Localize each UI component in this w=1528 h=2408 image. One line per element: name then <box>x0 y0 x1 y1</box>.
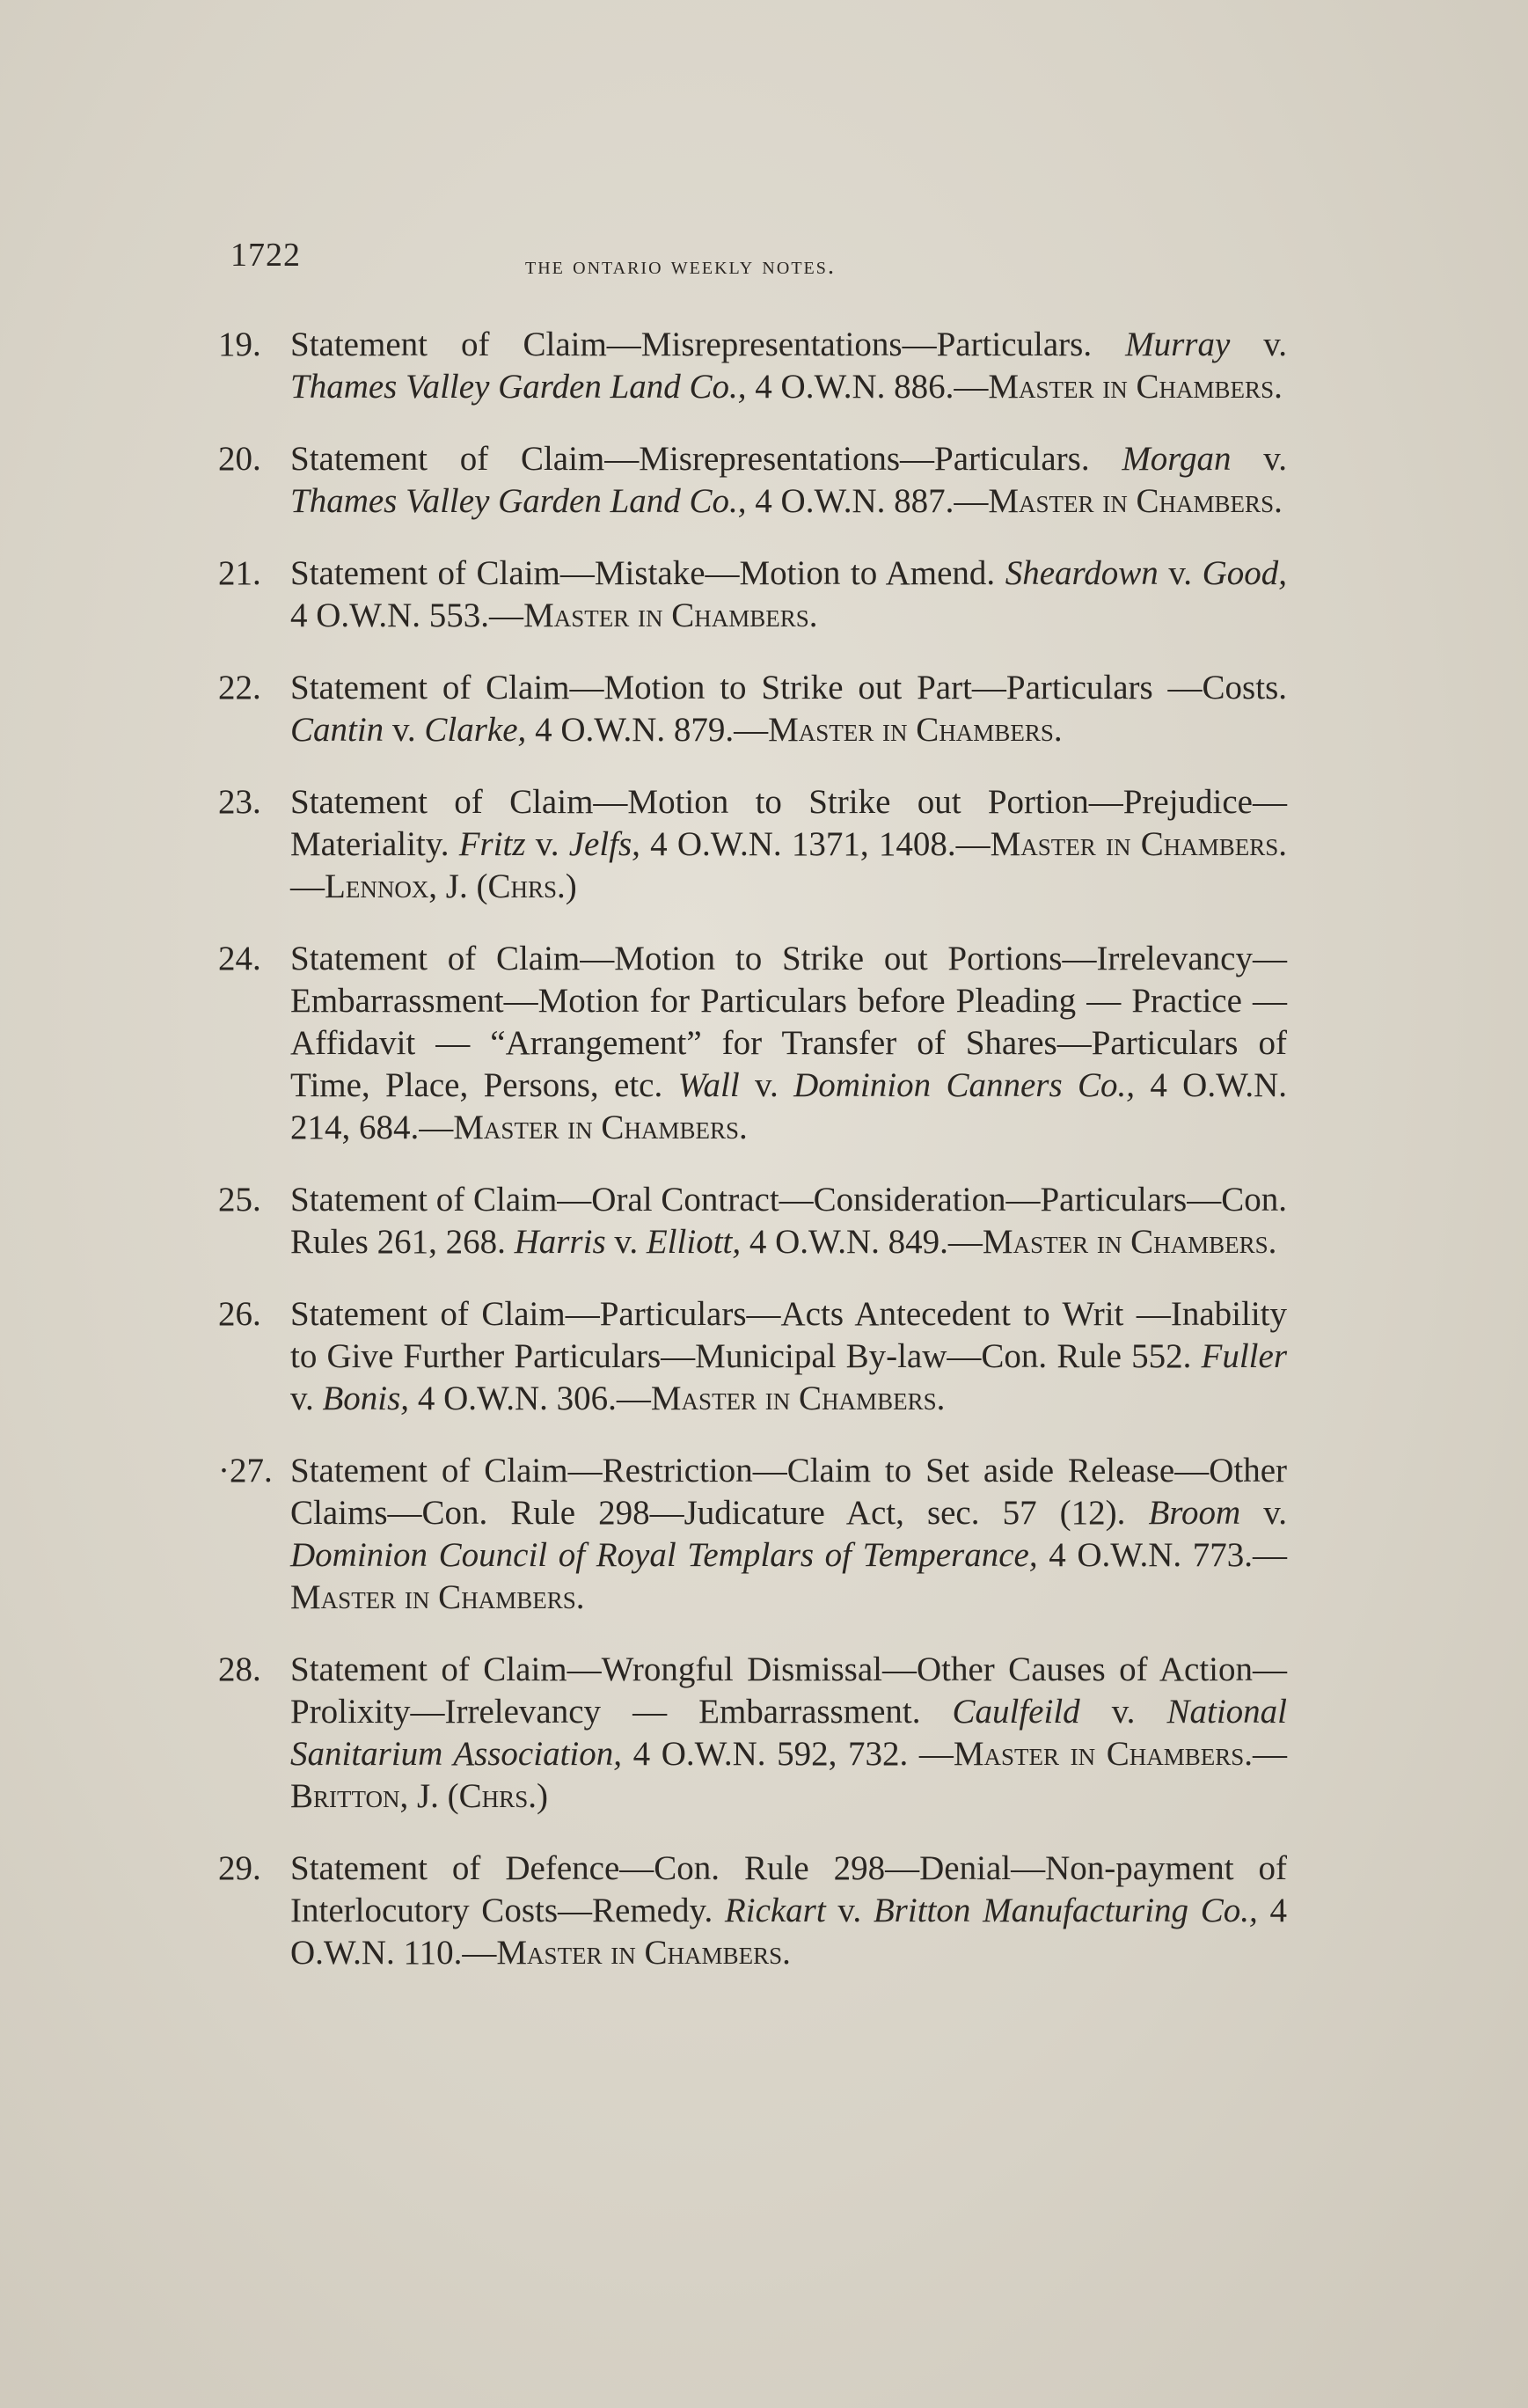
case-party: Thames Valley Garden Land Co., <box>290 482 747 520</box>
citation: 4 O.W.N. 214, 684.— <box>290 1066 1287 1146</box>
entry-subject: Statement of Defence—Con. Rule 298—Denial—Non-payment of Interlocutory Costs—Remedy. <box>290 1849 1287 1929</box>
case-party: Elliott, <box>646 1223 742 1261</box>
case-party: Fritz <box>458 825 526 863</box>
entry-subject: Statement of Claim—Mistake—Motion to Amend. <box>290 554 1005 592</box>
court: Master in Chambers. <box>982 1223 1277 1261</box>
citation: 4 O.W.N. 306.— <box>409 1380 651 1417</box>
case-party: Morgan <box>1122 440 1232 478</box>
versus: v. <box>1079 1693 1167 1731</box>
versus: v. <box>384 711 425 749</box>
case-party: Harris <box>514 1223 606 1261</box>
versus: v. <box>1240 1494 1288 1532</box>
entry-number: 25. <box>218 1181 261 1219</box>
digest-entry <box>218 1293 1287 1420</box>
citation: 4 O.W.N. 1371, 1408.— <box>640 825 991 863</box>
versus: v. <box>1230 326 1287 363</box>
entry-number: 21. <box>218 554 261 592</box>
citation: 4 O.W.N. 592, 732. — <box>622 1735 954 1773</box>
case-party: Fuller <box>1201 1337 1287 1375</box>
entry-subject: Statement of Claim—Motion to Strike out Part—Particulars —Costs. <box>290 669 1287 706</box>
digest-entries <box>218 324 1287 2004</box>
entry-number: 23. <box>218 783 261 821</box>
entry-subject: Statement of Claim—Wrongful Dismissal—Other Causes of Action—Prolixity—Irrelevancy — Embarrassment. <box>290 1650 1287 1731</box>
case-party: Thames Valley Garden Land Co., <box>290 368 747 406</box>
digest-entry <box>218 1179 1287 1263</box>
page-header <box>230 236 1286 289</box>
digest-entry <box>218 1450 1287 1619</box>
case-party: Clarke, <box>424 711 527 749</box>
case-party: Good, <box>1202 554 1288 592</box>
citation: 4 O.W.N. 110.— <box>290 1892 1288 1972</box>
entry-number: 22. <box>218 669 261 706</box>
entry-number: 29. <box>218 1849 261 1887</box>
case-party: Britton Manufacturing Co., <box>873 1892 1258 1929</box>
case-party: Murray <box>1125 326 1231 363</box>
versus: v. <box>525 825 569 863</box>
digest-entry <box>218 1848 1287 1974</box>
court: Master in Chambers. <box>496 1934 791 1972</box>
running-title: the ontario weekly notes. <box>525 252 837 280</box>
citation: 4 O.W.N. 773.— <box>1037 1536 1287 1574</box>
versus: v. <box>605 1223 647 1261</box>
citation: 4 O.W.N. 879.— <box>526 711 769 749</box>
court: Master in Chambers. <box>650 1380 946 1417</box>
versus: v. <box>1231 440 1287 478</box>
entry-number: 26. <box>218 1295 261 1333</box>
digest-entry <box>218 781 1287 908</box>
court: Master in Chambers.—Lennox, J. (Chrs.) <box>290 825 1287 905</box>
court: Master in Chambers. <box>988 482 1283 520</box>
entry-number: 24. <box>218 940 261 977</box>
versus: v. <box>825 1892 874 1929</box>
digest-entry <box>218 553 1287 637</box>
page-number: 1722 <box>230 237 301 274</box>
case-party: Sheardown <box>1005 554 1159 592</box>
digest-entry <box>218 1649 1287 1818</box>
digest-entry <box>218 938 1287 1149</box>
court: Master in Chambers. <box>523 597 818 634</box>
case-party: Jelfs, <box>568 825 640 863</box>
citation: 4 O.W.N. 553.— <box>290 597 524 634</box>
entry-subject: Statement of Claim—Motion to Strike out Portion—Prejudice—Materiality. <box>290 783 1287 863</box>
case-party: Broom <box>1148 1494 1241 1532</box>
entry-subject: Statement of Claim—Oral Contract—Consideration—Particulars—Con. Rules 261, 268. <box>290 1181 1287 1261</box>
entry-subject: Statement of Claim—Misrepresentations—Particulars. <box>290 326 1126 363</box>
digest-entry <box>218 324 1287 408</box>
versus: v. <box>290 1380 323 1417</box>
case-party: National Sanitarium Association, <box>290 1693 1287 1773</box>
case-party: Wall <box>677 1066 740 1104</box>
entry-number: ·27. <box>218 1452 273 1489</box>
court: Master in Chambers. <box>453 1109 748 1146</box>
case-party: Bonis, <box>322 1380 410 1417</box>
case-party: Cantin <box>290 711 384 749</box>
citation: 4 O.W.N. 849.— <box>741 1223 983 1261</box>
versus: v. <box>739 1066 794 1104</box>
digest-entry <box>218 438 1287 523</box>
case-party: Rickart <box>724 1892 826 1929</box>
case-party: Dominion Canners Co., <box>793 1066 1135 1104</box>
entry-subject: Statement of Claim—Misrepresentations—Particulars. <box>290 440 1122 478</box>
entry-subject: Statement of Claim—Restriction—Claim to Set aside Release—Other Claims—Con. Rule 298—Judicature Act, sec. 57 (12). <box>290 1452 1287 1532</box>
court: Master in Chambers. <box>988 368 1283 406</box>
versus: v. <box>1158 554 1203 592</box>
court: Master in Chambers. <box>290 1578 585 1616</box>
entry-subject: Statement of Claim—Motion to Strike out Portions—Irrelevancy—Embarrassment—Motion for Particulars before Pleading — Practice — Affidavit — “Arrangement” for Transfer of Shares—Particulars of Time, Place, Persons, etc. <box>290 940 1287 1104</box>
entry-number: 19. <box>218 326 261 363</box>
citation: 4 O.W.N. 886.— <box>746 368 989 406</box>
entry-number: 20. <box>218 440 261 478</box>
court: Master in Chambers.—Britton, J. (Chrs.) <box>290 1735 1288 1815</box>
entry-subject: Statement of Claim—Particulars—Acts Antecedent to Writ —Inability to Give Further Particulars—Municipal By-law—Con. Rule 552. <box>290 1295 1287 1375</box>
case-party: Dominion Council of Royal Templars of Temperance, <box>290 1536 1038 1574</box>
entry-number: 28. <box>218 1650 261 1688</box>
case-party: Caulfeild <box>952 1693 1080 1731</box>
court: Master in Chambers. <box>768 711 1063 749</box>
digest-entry <box>218 667 1287 751</box>
citation: 4 O.W.N. 887.— <box>746 482 989 520</box>
